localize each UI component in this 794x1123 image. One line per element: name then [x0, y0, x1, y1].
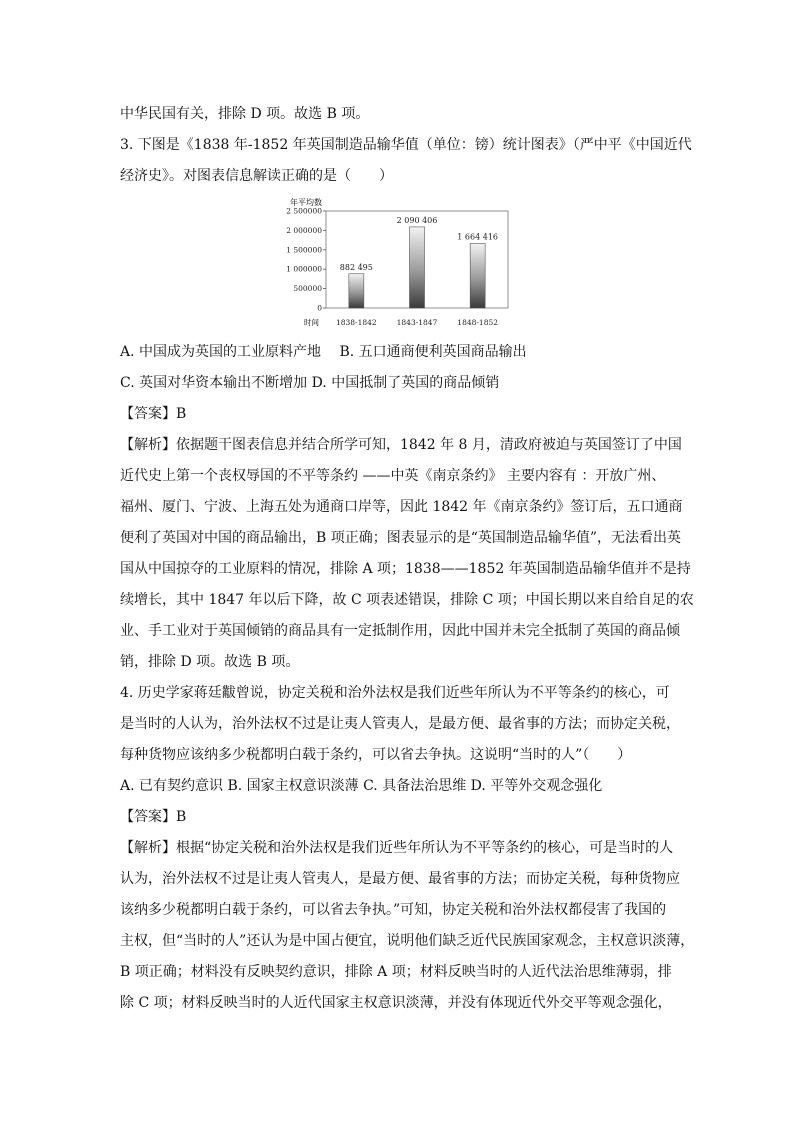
text-line: 中华民国有关，排除 D 项。故选 B 项。: [120, 106, 370, 122]
x-tick-label: 1843-1847: [396, 318, 438, 327]
answer-label: 【答案】B: [120, 406, 187, 422]
question-3-options: C. 英国对华资本输出不断增加 D. 中国抵制了英国的商品倾销: [120, 375, 500, 391]
y-tick-label: 1 000000: [286, 264, 322, 274]
answer-label: 【答案】B: [120, 809, 187, 825]
analysis-text: 福州、厦门、宁波、上海五处为通商口岸等，因此 1842 年《南京条约》签订后，五口通商: [120, 499, 683, 515]
analysis-text: 【解析】根据“协定关税和治外法权是我们近些年所认为不平等条约的核心，可是当时的人: [120, 840, 674, 856]
bar-chart: [286, 196, 511, 332]
question-3-stem: 3. 下图是《1838 年-1852 年英国制造品输华值（单位：镑）统计图表》（严中平《中国近代: [120, 137, 692, 153]
question-4-stem: 是当时的人认为，治外法权不过是让夷人管夷人，是最方便、最省事的方法；而协定关税，: [120, 716, 680, 732]
question-4-options: A. 已有契约意识 B. 国家主权意识淡薄 C. 具备法治思维 D. 平等外交观念强化: [120, 778, 603, 794]
bar-value-label: 882 495: [339, 262, 373, 272]
bar: [410, 227, 425, 308]
analysis-text: 国从中国掠夺的工业原料的情况，排除 A 项；1838——1852 年英国制造品输华值并不是持: [120, 561, 691, 577]
question-4-stem: 4. 历史学家蒋廷黻曾说，协定关税和治外法权是我们近些年所认为不平等条约的核心，可: [120, 685, 670, 701]
bar: [470, 243, 485, 308]
analysis-text: 该纳多少税都明白载于条约，可以省去争执。”可知，协定关税和治外法权都侵害了我国的: [120, 902, 667, 918]
analysis-text: 销，排除 D 项。故选 B 项。: [120, 654, 300, 670]
analysis-text: 【解析】依据题干图表信息并结合所学可知，1842 年 8 月，清政府被迫与英国签订了中国: [120, 437, 682, 453]
analysis-text: 便利了英国对中国的商品输出，B 项正确；图表显示的是“英国制造品输华值”，无法看出英: [120, 530, 682, 546]
question-3-options: A. 中国成为英国的工业原料产地 B. 五口通商便利英国商品输出: [120, 344, 527, 360]
bar: [349, 274, 364, 308]
analysis-text: 认为，治外法权不过是让夷人管夷人，是最方便、最省事的方法；而协定关税，每种货物应: [120, 871, 680, 887]
x-axis-label: 时间: [304, 318, 319, 327]
x-tick-label: 1838-1842: [335, 318, 377, 327]
analysis-text: 续增长，其中 1847 年以后下降，故 C 项表述错误，排除 C 项；中国长期以来自给自足的农: [120, 592, 694, 608]
analysis-text: 业、手工业对于英国倾销的商品具有一定抵制作用，因此中国并未完全抵制了英国的商品倾: [120, 623, 680, 639]
x-tick-label: 1848-1852: [457, 318, 499, 327]
y-axis-label: 年平均数: [290, 198, 322, 207]
analysis-text: 主权，但“当时的人”还认为是中国占便宜，说明他们缺乏近代民族国家观念，主权意识淡薄，: [120, 933, 695, 949]
y-tick-label: 1 500000: [286, 245, 322, 255]
y-tick-label: 500000: [293, 284, 322, 294]
y-tick-label: 2 000000: [286, 225, 322, 235]
question-3-stem: 经济史》。对图表信息解读正确的是（ ）: [120, 168, 393, 184]
y-tick-label: 0: [317, 303, 322, 313]
question-4-stem: 每种货物应该纳多少税都明白载于条约，可以省去争执。这说明“当时的人”（ ）: [120, 747, 632, 763]
y-tick-label: 2 500000: [286, 206, 322, 216]
analysis-text: 除 C 项；材料反映当时的人近代国家主权意识淡薄，并没有体现近代外交平等观念强化，: [120, 995, 672, 1011]
bar-chart-svg: [286, 196, 511, 332]
analysis-text: 近代史上第一个丧权辱国的不平等条约 ——中英《南京条约》 主要内容有 ：开放广州、: [120, 468, 666, 484]
bar-value-label: 1 664 416: [457, 232, 499, 242]
analysis-text: B 项正确；材料没有反映契约意识，排除 A 项；材料反映当时的人近代法治思维薄弱，排: [120, 964, 672, 980]
bar-value-label: 2 090 406: [396, 215, 438, 225]
